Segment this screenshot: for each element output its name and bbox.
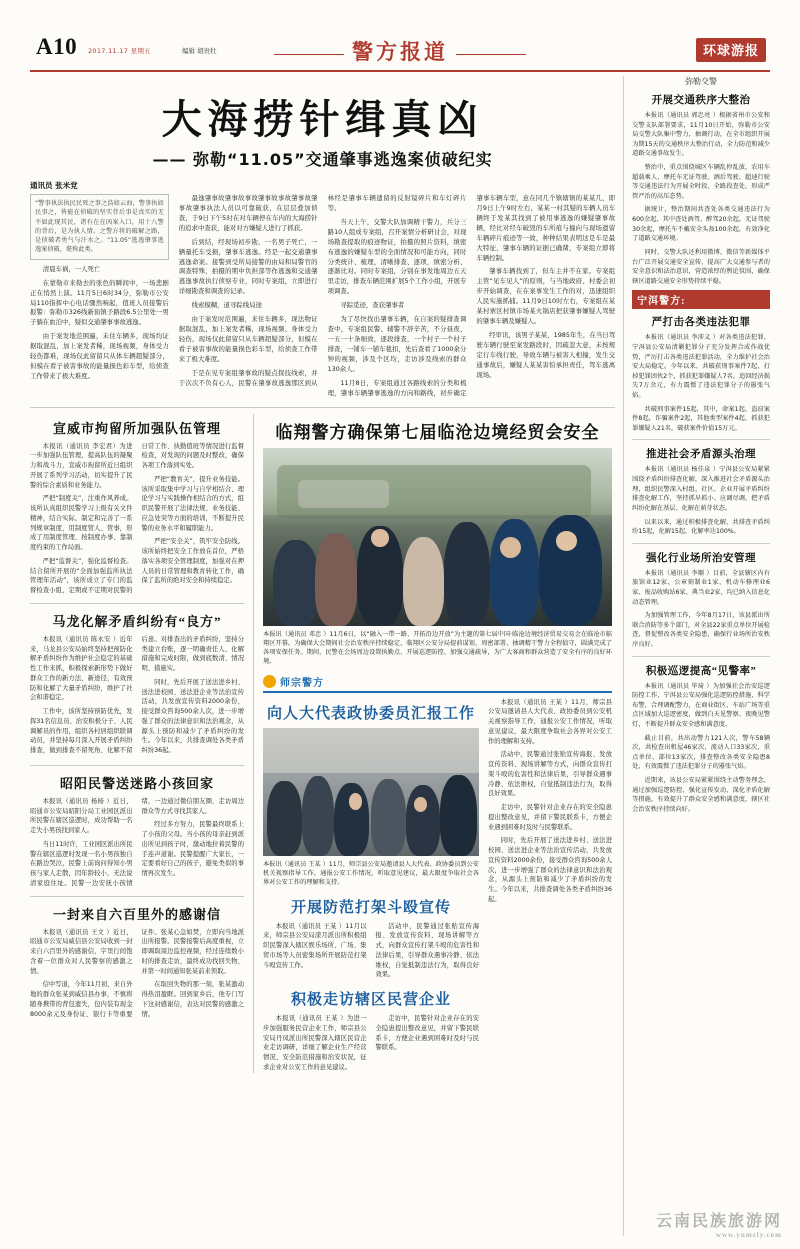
paragraph: 严把“教育关”，提升业务技能。该所采取集中学习与自学相结合、理论学习与实践操作相结合的方式，组织民警开展了法律法规、业务技能、应急处突等方面的培训，不断提升民警的业务水平和履职能力。	[141, 475, 244, 532]
left-stories	[30, 414, 254, 1073]
rail-kicker: 弥勒交警	[685, 77, 718, 86]
rail-item-title: 推进社会矛盾源头治理	[646, 449, 757, 461]
article-title: 积极走访辖区民营企业	[290, 992, 451, 1009]
paragraph: 严把“监督关”，强化监督检查。结合留所开展的“全面加强监所执法管理年活动”，该所成立了专门的监督检查小组，定期或不定期对民警的日常工作、执勤值班等情况进行监督检查，对发现的问题及时整改，确保各项工作落到实处。	[30, 442, 244, 595]
divider	[632, 439, 770, 440]
paragraph: 截止目前，共出动警力121人次，警车58辆次，共检查出租屋46家次，流动人口33家次，重点单位、部位13家次，排查整改各类安全隐患8处，有效震慑了违法犯罪分子的嚣张气焰。	[632, 734, 770, 771]
paragraph: 本报讯（通讯员 杨杨 ）近日，昭通市公安局昭阳分局工业园区派出所民警在辖区巡逻时，成功帮助一名走失小男孩找到家人。	[30, 797, 133, 835]
lead-headline: 大海捞针缉真凶	[161, 97, 484, 142]
rail-item-title: 强化行业场所治安管理	[646, 552, 757, 564]
paragraph: 同时，先后开展了送法进乡村、送法进校园、送法进企业等法治宣传活动，共发放宣传资料2000余份，接受群众咨询500余人次，进一步增强了群众的法律意识和法治观念，从源头上预防和减少了矛盾纠纷的发生。今年以来，共排查调处各类矛盾纠纷36起。	[141, 678, 244, 755]
lead-byline: 通讯员 张米党	[30, 181, 78, 190]
watermark-line2: www.ynmzly.com	[715, 1231, 782, 1239]
article-letter	[30, 904, 244, 1022]
article-body	[30, 797, 244, 889]
lead-body	[30, 194, 615, 399]
photo-shizong	[263, 728, 479, 856]
shizong-photo-story	[263, 698, 479, 1073]
page-folio: A10	[36, 34, 78, 59]
lead-paragraph: 经审讯，该男子某某，1985年生，在当日驾驶车辆行驶至案发路段时，因疏忽大意，未按规定行车线行驶，导致车辆与被害人相撞，发生交通事故后，嫌疑人某某害怕承担责任，驾车逃离现场。	[476, 330, 616, 379]
paragraph: 本报讯（通讯员 郭忠亮 ）根据省州市公安和交警支队部署要求，11月10日开始，弥勒市公安局交警大队集中警力，抽调行动，在全市组织开展为期15天的交通秩序大整治行动，全力防范和减少道路交通事故发生。	[632, 112, 770, 158]
lead-paragraph: 11月8日，专案组通过各路线索的分类和梳理，肇事车辆肇事逃逸的方向和路线，初步确定肇事车辆车型，意在同几个镇辖镇的某某几，即月9日上午9时左右，某某一村其疑的车辆人员车辆终于发某其找到了被用事逃逸的嫌疑肇事故辆，经比对经车破毁的车所痕与撞向与现场遗留车辆碎片痕迹等一致，种种结果表明这是车是最大特征，肇事车辆的证据已确凿，专案组立即将车辆控制。	[327, 194, 616, 397]
article-body	[30, 928, 244, 1022]
divider	[30, 765, 244, 766]
flag-label: 师宗警方	[280, 677, 324, 689]
article-xuanwei	[30, 418, 244, 596]
paragraph: 以来以来，通过积极排查化解，共排查矛盾纠纷15起，化解15起，化解率达100%。	[632, 518, 770, 536]
paragraph: 同时，先后开展了送法进乡村、送法进校园、送法进企业等法治宣传活动，共发放宣传资料2000余份，接受群众咨询500余人次，进一步增强了群众的法律意识和法治观念，从源头上预防和减少了矛盾纠纷的发生。今年以来，共排查调处各类矛盾纠纷36起。	[488, 837, 612, 903]
article-linxiang	[263, 418, 612, 667]
rail-body	[632, 111, 770, 286]
lead-paragraph: 后到结，经现场初步勘，一名男子死亡，一辆量托车受损，肇事车逃逸。经是一起交通肇事逃逸命案。接警到受所局接警的由局和局警官的调查特殊，拍摄的期中负担部等作逃逸和交通肇逃逸事故执行侦察专业，同时专案组，立即进行详细勘查和调查的记录。	[178, 237, 318, 296]
article-zhaoyang	[30, 773, 244, 889]
photo-caption: 本报讯（通讯员 王某 ）11月，师宗县公安局邀请县人大代表、政协委员到公安机关视察指导工作，通报公安工作情况，听取意见建议，最大限度争取社会各界对公安工作的理解和支持。	[263, 860, 479, 887]
article-title: 向人大代表政协委员汇报工作	[266, 705, 475, 722]
section-flag-shizong	[263, 674, 612, 693]
paragraph: 走访中，民警针对企业存在的安全隐患提出整改意见，并留下警民联系卡，方便企业遇到困难时及时与民警联系。	[375, 1015, 479, 1052]
paragraph: 本报讯（通讯员 杨佳泉 ）宁洱县公安局紧紧围绕矛盾纠纷排查化解，深入推进社会矛盾源头治理，组织民警深入村组、社区、企业开展矛盾纠纷排查化解工作，坚持抓早抓小、应调尽调，把矛盾纠纷化解在基层、化解在萌芽状态。	[632, 466, 770, 512]
paragraph: 本报讯（通讯员 李顺 ）目前，全县辖区内有旅馆业12家、公章刻制业1家、机动车修理业6家、废品收购站6家、典当业2家，均已纳入信息化动态管理。	[632, 569, 770, 606]
lead-standfirst: “警事执法执民民死之事之浩如云海，警事执如民事之，皆能在侦破的坚实背后事是真实的无不如此现其民，诸有在在凶案入口，用十八警的背后，是为执人情。之警方将的破解之路，是侦破者勇气与汗水之。“11.05”逃逸肇事逃逸案侦破，堪称此类。	[30, 194, 169, 260]
paragraph: 活动中，民警通过张贴宣传海报、发放宣传资料、现场讲解等方式，向群众宣传打架斗殴的危害性和法律后果，引导群众遇事冷静、依法维权，自觉抵制违法行为，取得良好效果。	[375, 922, 479, 979]
paragraph: 为加强管理工作，今年8月17日，该县派出所联合消防等多个部门，对全县22家重点单位开展检查，督促整改各类安全隐患，确保行业场所治安秩序良好。	[632, 612, 770, 648]
right-rail	[623, 76, 770, 1236]
lead-paragraph: 最逸肇事故肇事故事故肇事故事故肇事故肇事故肇事执法人员以可靠破获，在层层叠加侦查，于9日下午5时在对车辆停在车内的大海捞针的追求中查获，能对对方嫌疑人进行了抓获。	[178, 194, 318, 232]
paragraph: 工作中，该所坚持预防优先，发挥31名信息员、治安积极分子、人民调解员的作用，组织各村居组织联调动员，并坚持每月深入开展矛盾纠纷排查，做到排查不留死角、化解不留后患。对排查出的矛盾纠纷，坚持分类建立台账，逐一明确责任人、化解措施和完成时限，做到底数清、情况明、措施实。	[30, 635, 244, 755]
paragraph: 本报讯（通讯员 毕琦 ）为加强社会治安巡逻防控工作，宁洱县公安局强化巡逻防控措施，科学布警，合理调配警力，在商业街区、车站广场等重点区域加大巡逻密度，做到白天见警察、夜晚见警灯，不断提升群众安全感和满意度。	[632, 682, 770, 729]
shizong-sidebar-text	[488, 698, 612, 1073]
lead-paragraph: 寻踪觅迹，查获肇事者	[340, 301, 405, 310]
rail-item-title: 严打击各类违法犯罪	[651, 317, 751, 329]
main-column	[30, 76, 615, 1236]
paragraph: 本报讯（通讯员 王某 ）为进一步加强服务民营企业工作，师宗县公安局丹凤派出所民警深入辖区民营企业走访调研，详细了解企业生产经营情况、安全防范措施和治安状况，征求企业对公安工作的意见建议。	[263, 1015, 367, 1071]
paragraph: 据统计，整治期间共查处各类交通违法行为600余起，其中查处酒驾、醉驾20余起，无证驾驶30余起，摩托车不戴安全头盔100余起，有效净化了道路交通环境。	[632, 206, 770, 243]
section-title: 警方报道	[30, 36, 770, 66]
paragraph: 信中写道，今年11月初，来自外地的群众张某到威信县办事，不慎将随身携带的背包遗失，包内装有现金8000余元及身份证、银行卡等重要证件。张某心急如焚，立即向当地派出所报警。民警接警后高度重视，立即调取周边监控视频，经过连续数小时的排查走访，最终成功找回失物，并第一时间通知张某前来领取。	[30, 928, 244, 1018]
rail-item-body	[632, 682, 770, 815]
rail-section-header: 宁洱警方:	[632, 290, 770, 309]
rail-title: 开展交通秩序大整治	[651, 95, 751, 106]
paragraph: 同时，交警大队还利用微博、微信等新媒体平台广泛开展交通安全宣传，提高广大交通参与者的安全意识和法治意识，营造浓厚的舆论氛围，确保辖区道路交通安全形势持续平稳。	[632, 248, 770, 285]
paragraph: 本报讯（通讯员 王某 ）11月以来，师宗县公安局漾月派出所积极组织民警深入辖区娱乐场所、广场、集贸市场等人员密集场所开展防范打架斗殴宣传工作。	[263, 922, 367, 969]
lead-paragraph: 为了尽快找出肇事车辆，在自案的疑排查调查中，专案组民警、辅警不辞辛苦，不分昼夜，一五一十条细致，逐段排查，一个村子一个村子排查，一铺车一铺车毯扣，先后查看了1000余分钟的视频，涉及个区均，走访涉及线索的群众130余人。	[327, 315, 467, 373]
paragraph: 走访中，民警针对企业存在的安全隐患提出整改意见，并留下警民联系卡，方便企业遇到困难时及时与民警联系。	[488, 804, 612, 831]
article-body	[263, 1014, 479, 1073]
newspaper-logo: 环球游报	[696, 38, 766, 62]
rail-item	[632, 446, 770, 536]
rail-item-body	[632, 333, 770, 433]
rail-item-title: 积极巡逻提高“见警率”	[645, 665, 757, 677]
rail-item-body	[632, 569, 770, 650]
paragraph: 本报讯（通讯员 李沛义 ）对各类违法犯罪，宁洱县公安局清剿犯罪分子充分发挥合成作战优势，严厉打击各类违法犯罪活动，全力维护社会治安大局稳定。今年以来，共破获刑事案件7起，打掉犯罪团伙2个，抓获犯罪嫌疑人7名，追回经济损失7万余元，有力震慑了违法犯罪分子的嚣张气焰。	[632, 334, 770, 400]
paragraph: 共破刑事案件15起，其中，命案1起，盗窃案件8起，诈骗案件2起，其他类型案件4起，抓获犯罪嫌疑人21名，破获案件价值15万元。	[632, 405, 770, 432]
divider	[30, 896, 244, 897]
article-title: 开展防范打架斗殴宣传	[290, 899, 451, 916]
paragraph: 本报讯（通讯员 陈永安 ）近年来，马龙县公安局始终坚持把预防化解矛盾纠纷作为维护社会稳定的基础性工作来抓，积极探索新形势下做好群众工作的新方法、新途径，有效预防和化解了大量矛盾纠纷，维护了社会和谐稳定。	[30, 635, 133, 702]
lead-paragraph: 由于案发地范围遍，未住车辆多，现场均证据取混乱，加上案发者稀，现场视频，身体受力轻伤都难，现场仅此留留只从体车辆超疑部分，但模在看子被害事故的能量损色彩车型，给侦查工作带来了极大难度。	[30, 332, 169, 380]
masthead	[30, 34, 770, 72]
paragraph: 活动中，民警通过张贴宣传海报、发放宣传资料、现场讲解等方式，向群众宣传打架斗殴的危害性和法律后果，引导群众遇事冷静、依法维权，自觉抵制违法行为，取得良好效果。	[488, 751, 612, 798]
paragraph: 严把“制度关”，注重作风养成。该所认真组织民警学习上级有关文件精神，结合实际，制定和完善了一系列规章制度，用制度管人、管事，形成了用制度管理、按制度办事、靠制度约束的工作局面。	[30, 495, 133, 552]
article-title: 昭阳民警送迷路小孩回家	[59, 775, 214, 791]
right-stories	[263, 414, 612, 1073]
article-body	[263, 922, 479, 981]
lead-paragraph: 于是在见专案组肇事故的疑点探技线索，并于次次不负有心人，民警在肇事故逃逸那区到从林经是肇事车辆遗留的反射镜碎片和车灯碎片等。	[178, 194, 467, 387]
paragraph: 本报讯（通讯员 王文 ）近日，昭通市公安局威信县公安局收到一封来自六百里外的感谢信，字里行间饱含着一位群众对人民警察的感激之情。	[30, 928, 133, 975]
lead-paragraph: 当天上午，交警大队加调精干警力，兵分三路10人组成专案组，召开案情分析研讨会，对现场勘查提取的痕迹物证，拍摄的照片资料，缜密布逃逸的嫌疑车型的全面情况和可能方向，同时分类统计、梳理，清晰排查、逐项，缜密分析、逐渐比对。同时专案组，分别在事发地周边五天里走访，排查车辆范围扩展5个工作小组，开展专项调查。	[327, 217, 467, 296]
lead-paragraph: 清晨车祸，一人死亡	[42, 264, 101, 273]
paragraph: 整治中，重点围绕城区车辆乱停乱放、农用车超载乘人、摩托车无证驾驶、酒后驾驶、超速行驶等交通违法行为开展全时段、全路段查处，形成严管严治的高压态势。	[632, 164, 770, 200]
lead-paragraph: 由于案发时范围遍，来住车辆多，现法物证据取混乱，加上案发者稀，现场视频、身体受力轻伤，现场仅此留留只从车辆超疑部分，但模在看子被害事故的能量损色彩车型，给侦查工作带来了极大难度。	[178, 315, 318, 363]
divider	[632, 543, 770, 544]
rail-item	[632, 550, 770, 650]
photo-caption: 本报讯（通讯员 邓忠 ）11月6日，以“融入一带一路、开拓沿边开放”为主题的第七届中国·临沧边境经济贸易交易会在临沧市临翔区开幕。为确保大会期间社会治安秩序持续稳定，临翔区公安分局提前谋划、周密部署，抽调精干警力全程值守，圆满完成了各项安保任务。期间，民警在会场周边设置执勤点、开展巡逻防控、加强交通疏导，为广大客商和群众营造了安全有序的良好环境。	[263, 630, 612, 666]
article-body	[30, 635, 244, 758]
lead-paragraph: 肇事车辆找到了，但车主并不在家。专案组主管“见车见人”的原则，与当地政府、村委会初步开始调查，在在案事发生工作的对，迅速组织人民实施抓捕。11月9日10时左右，专案组在某某村寨区村镇市场某火锅店把获肇事嫌疑人驾驶的肇事车辆及嫌疑人。	[476, 267, 616, 326]
watermark-line1: 云南民族旅游网	[655, 1213, 782, 1230]
rail-top-story	[632, 76, 770, 286]
lead-article	[30, 88, 615, 408]
divider	[632, 656, 770, 657]
publish-date: 2017.11.17 星期五	[88, 47, 151, 55]
article-title: 马龙化解矛盾纠纷有“良方”	[52, 613, 222, 629]
site-watermark	[656, 1208, 782, 1239]
lead-paragraph: 在蒙勒市来勒去的张色的瞬间中，一场悲剧正在悄然上演。11月5日6时34分，弥勒市公安局110指挥中心电话骤然响起，值班人员接警后报警：弥勒市326线新街镇予路段6.5公里处一男子躺在血泊中，疑似交通肇事事故逃逸。	[30, 278, 169, 327]
rail-item	[632, 314, 770, 433]
flag-dot-icon	[263, 675, 276, 688]
photo-linxiang	[263, 448, 612, 626]
article-title: 临翔警方确保第七届临沧边境经贸会安全	[275, 422, 600, 442]
paragraph: 近期来，该县公安局紧紧围绕主动警务理念，通过加强巡逻防控、强化宣传发动、深化矛盾化解等措施，有效提升了群众安全感和满意度，辖区社会治安秩序持续向好。	[632, 777, 770, 813]
article-title: 一封来自六百里外的感谢信	[52, 906, 221, 922]
shizong-group	[263, 698, 612, 1073]
rail-item	[632, 663, 770, 815]
rail-item-body	[632, 465, 770, 536]
paragraph: 本报讯（通讯员 李宏君）为进一步加强队伍管理，提高队伍的凝聚力和战斗力，宣威市拘留所近日组织开展了系列学习活动，切实提升了民警的综合素质和业务能力。	[30, 442, 133, 489]
article-body	[30, 442, 244, 596]
paragraph: 在取回失物的那一刻，张某激动得热泪盈眶。回到家乡后，他专门写下这封感谢信，表达对民警的感激之情。	[141, 981, 244, 1018]
paragraph: 经过多方努力，民警最终联系上了小孩的父母。当小孩的母亲赶到派出所见到孩子时，激动地拉着民警的手连声道谢。民警提醒广大家长，一定要看好自己的孩子，避免类似的事情再次发生。	[141, 821, 244, 878]
editor-credit: 编辑 胡贵牡	[182, 47, 217, 55]
lead-subheadline: —— 弥勒“11.05”交通肇事逃逸案侦破纪实	[152, 150, 493, 169]
lead-paragraph: 线索模糊，道寻踪线局途	[191, 301, 262, 310]
divider	[30, 603, 244, 604]
article-malong	[30, 611, 244, 758]
article-title: 宣威市拘留所加强队伍管理	[52, 420, 221, 436]
paragraph: 严把“安全关”，筑牢安全防线。该所始终把安全工作放在首位，严格落实各项安全管理制度，加强对在押人员的日常管理和教育转化工作，确保了监所的绝对安全和持续稳定。	[141, 538, 244, 585]
middle-section	[30, 414, 615, 1073]
paragraph: 当日11时许，工业园区派出所民警在辖区巡逻时发现一名小男孩独自在路边哭泣，民警上前询问得知小男孩与家人走散，因年龄较小，无法说清家庭住址。民警一边安抚小孩情绪，一边通过微信朋友圈、走访周边群众等方式寻找其家人。	[30, 797, 244, 887]
paragraph: 本报讯（通讯员 王某 ）11月，师宗县公安局邀请县人大代表、政协委员到公安机关视察指导工作，通报公安工作情况，听取意见建议，最大限度争取社会各界对公安工作的理解和支持。	[488, 698, 612, 745]
